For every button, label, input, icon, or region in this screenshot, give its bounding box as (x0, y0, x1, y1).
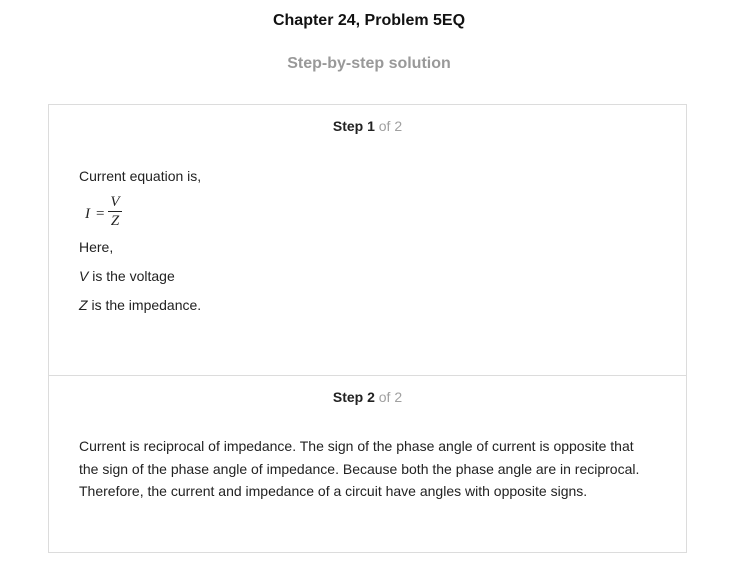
solution-card (48, 104, 687, 553)
equation-lhs: I (85, 206, 90, 222)
step-1-label: Step 1 (332, 118, 375, 134)
page-subtitle: Step-by-step solution (287, 55, 451, 72)
step-1-intro: Current equation is, (79, 168, 202, 184)
fraction-bar (108, 211, 122, 212)
step-2-section (49, 376, 686, 552)
step-1-body (79, 165, 656, 323)
equation-denominator: Z (110, 213, 120, 229)
step-1-here: Here, (79, 239, 114, 255)
definition-impedance (79, 294, 656, 316)
page-title: Chapter 24, Problem 5EQ (272, 12, 466, 29)
step-1-total: of 2 (378, 118, 403, 134)
equation-equals: = (96, 206, 105, 222)
step-2-header (49, 388, 686, 406)
equation-numerator: V (110, 194, 120, 210)
definition-voltage-symbol: V (79, 268, 89, 284)
step-1-section (49, 105, 686, 376)
step-2-paragraph: Current is reciprocal of impedance. The sign of the phase angle of current is opposite that the sign of the phase angle of impedance. Because both the phase angle are in reciprocal. Therefore, the current and impedance of a circuit have angles with opposite signs. (79, 438, 640, 499)
definition-voltage-text: is the voltage (88, 268, 175, 284)
step-2-label: Step 2 (332, 389, 375, 405)
definition-voltage (79, 265, 656, 287)
current-equation (79, 194, 656, 230)
step-2-total: of 2 (378, 389, 403, 405)
definition-impedance-symbol: Z (79, 297, 88, 313)
step-2-body (79, 435, 656, 503)
equation-fraction (108, 194, 122, 229)
definition-impedance-text: is the impedance. (87, 297, 202, 313)
step-1-header (49, 117, 686, 135)
